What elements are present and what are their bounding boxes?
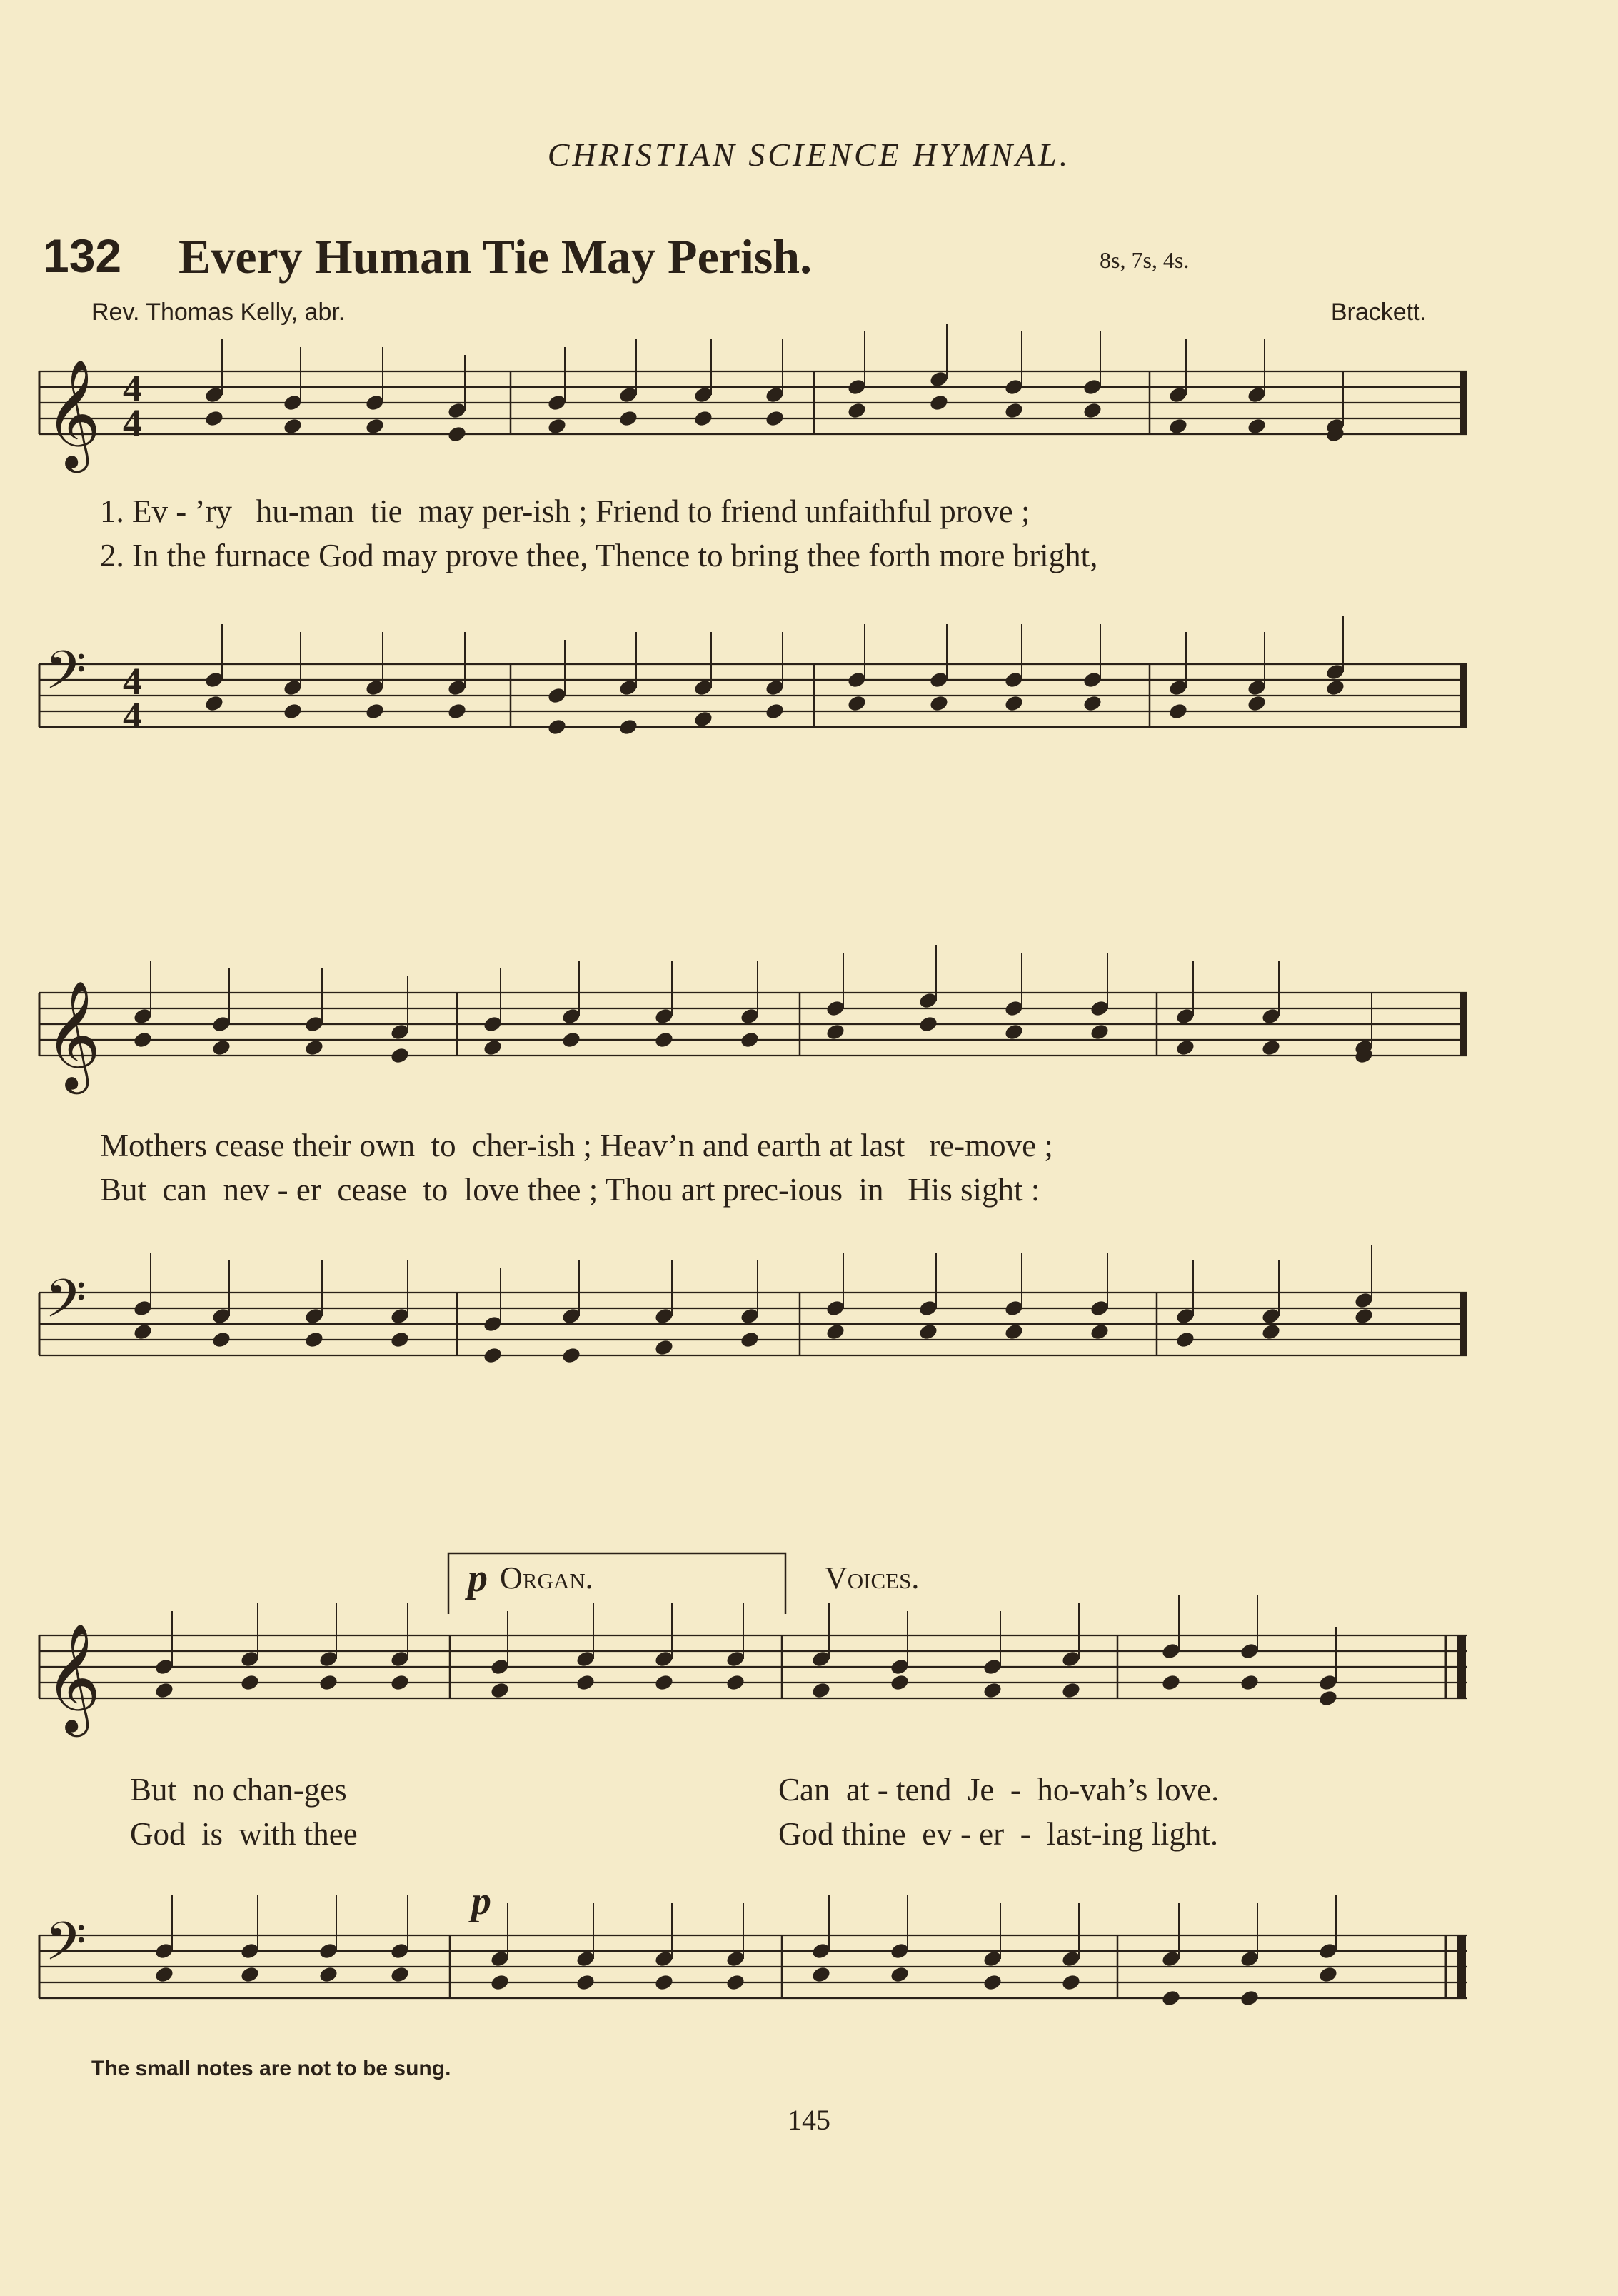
note-head (239, 1965, 260, 1984)
note-head (318, 1965, 338, 1984)
note-head (239, 1673, 260, 1692)
note-head (1325, 678, 1345, 697)
note-head (889, 1965, 910, 1984)
note-head (618, 409, 638, 428)
note-head (825, 1323, 845, 1341)
note-head (1060, 1973, 1081, 1992)
system2-lyric-verse2: But can nev - er cease to love thee ; Thou art prec-ious in His sight : (100, 1172, 1040, 1208)
time-signature-bottom: 4 (123, 694, 142, 737)
system3-lyric-left-verse1: But no chan-ges (130, 1772, 347, 1808)
system3-lyric-right-verse1: Can at - tend Je - ho-vah’s love. (778, 1772, 1220, 1808)
note-head (1003, 1323, 1024, 1341)
note-head (154, 1965, 174, 1984)
note-head (810, 1965, 831, 1984)
note-head (693, 710, 713, 728)
note-head (303, 1330, 324, 1349)
final-barline (1457, 1935, 1466, 1998)
treble-clef: 𝄞 (45, 980, 101, 1090)
note-head (389, 1330, 410, 1349)
note-head (653, 1031, 674, 1049)
hymn-meter: 8s, 7s, 4s. (1100, 247, 1190, 273)
time-signature-bottom: 4 (123, 401, 142, 444)
note-head (1089, 1023, 1110, 1041)
final-barline (1460, 664, 1467, 727)
note-head (318, 1673, 338, 1692)
note-head (1317, 1689, 1338, 1708)
note-head (446, 702, 467, 721)
note-head (928, 393, 949, 412)
note-head (982, 1973, 1003, 1992)
note-head (132, 1031, 153, 1049)
note-head (739, 1031, 760, 1049)
note-head (1239, 1673, 1260, 1692)
note-head (1260, 1323, 1281, 1341)
hymn-title: Every Human Tie May Perish. (179, 229, 813, 284)
note-head (1082, 401, 1102, 420)
system2-lyric-verse1: Mothers cease their own to cher-ish ; Heav’n and earth at last re-move ; (100, 1128, 1053, 1163)
note-head (446, 425, 467, 443)
note-head (489, 1681, 510, 1700)
final-barline (1457, 1635, 1466, 1698)
final-barline (1460, 371, 1467, 434)
footnote: The small notes are not to be sung. (91, 2057, 451, 2080)
note-head (1160, 1673, 1181, 1692)
note-head (1175, 1330, 1195, 1349)
note-head (725, 1673, 745, 1692)
hymn-number: 132 (43, 229, 122, 282)
note-head (918, 1323, 938, 1341)
note-head (203, 694, 224, 713)
note-head (1089, 1323, 1110, 1341)
note-head (282, 417, 303, 436)
note-head (1317, 1965, 1338, 1984)
note-head (739, 1330, 760, 1349)
treble-clef: 𝄞 (45, 1623, 101, 1733)
note-head (389, 1046, 410, 1065)
note-head (561, 1031, 581, 1049)
note-head (154, 1681, 174, 1700)
dynamic-piano-organ: p (468, 1556, 488, 1600)
note-head (575, 1673, 596, 1692)
note-head (846, 694, 867, 713)
note-head (1003, 401, 1024, 420)
note-head (389, 1965, 410, 1984)
note-head (928, 694, 949, 713)
note-head (1246, 694, 1267, 713)
time-signature-top: 4 (123, 367, 142, 410)
system1-lyric-verse1: 1. Ev - ’ry hu-man tie may per-ish ; Friend to friend unfaithful prove ; (100, 493, 1030, 529)
note-head (764, 409, 785, 428)
note-head (982, 1681, 1003, 1700)
hymn-composer: Brackett. (1330, 299, 1427, 326)
note-head (203, 409, 224, 428)
note-head (653, 1338, 674, 1357)
note-head (211, 1038, 231, 1057)
note-head (725, 1973, 745, 1992)
note-head (810, 1681, 831, 1700)
note-head (1003, 1023, 1024, 1041)
note-head (364, 702, 385, 721)
note-head (303, 1038, 324, 1057)
note-head (825, 1023, 845, 1041)
organ-label: Organ. (500, 1560, 593, 1595)
voices-label: Voices. (825, 1560, 920, 1595)
bass-clef: 𝄢 (45, 639, 86, 715)
note-head (1260, 1038, 1281, 1057)
note-head (1167, 702, 1188, 721)
note-head (489, 1973, 510, 1992)
system1-lyric-verse2: 2. In the furnace God may prove thee, Thence to bring thee forth more bright, (100, 538, 1098, 573)
treble-clef: 𝄞 (45, 359, 101, 468)
note-head (918, 1015, 938, 1033)
note-head (846, 401, 867, 420)
note-head (561, 1346, 581, 1365)
bass-clef: 𝄢 (45, 1268, 86, 1343)
note-head (1167, 417, 1188, 436)
note-head (618, 718, 638, 736)
organ-bracket (448, 1553, 785, 1614)
dynamic-piano-bass: p (471, 1879, 491, 1923)
note-head (653, 1673, 674, 1692)
note-head (764, 702, 785, 721)
final-barline (1460, 1293, 1467, 1355)
note-head (575, 1973, 596, 1992)
note-head (693, 409, 713, 428)
note-head (211, 1330, 231, 1349)
system3-lyric-right-verse2: God thine ev - er - last-ing light. (778, 1816, 1219, 1852)
note-head (1003, 694, 1024, 713)
note-head (546, 718, 567, 736)
bass-clef: 𝄢 (45, 1910, 86, 1986)
page-number: 145 (788, 2104, 830, 2136)
running-head: CHRISTIAN SCIENCE HYMNAL. (547, 136, 1071, 173)
note-head (132, 1323, 153, 1341)
note-head (1353, 1307, 1374, 1325)
note-head (1246, 417, 1267, 436)
time-signature-top: 4 (123, 660, 142, 703)
note-head (364, 417, 385, 436)
hymn-author: Rev. Thomas Kelly, abr. (91, 299, 346, 326)
note-head (1160, 1989, 1181, 2007)
note-head (546, 417, 567, 436)
note-head (282, 702, 303, 721)
note-head (1239, 1989, 1260, 2007)
system3-lyric-left-verse2: God is with thee (130, 1816, 358, 1852)
note-head (653, 1973, 674, 1992)
note-head (482, 1038, 503, 1057)
note-head (1082, 694, 1102, 713)
note-head (1175, 1038, 1195, 1057)
note-head (389, 1673, 410, 1692)
note-head (889, 1673, 910, 1692)
note-head (1060, 1681, 1081, 1700)
final-barline (1460, 993, 1467, 1056)
note-head (482, 1346, 503, 1365)
